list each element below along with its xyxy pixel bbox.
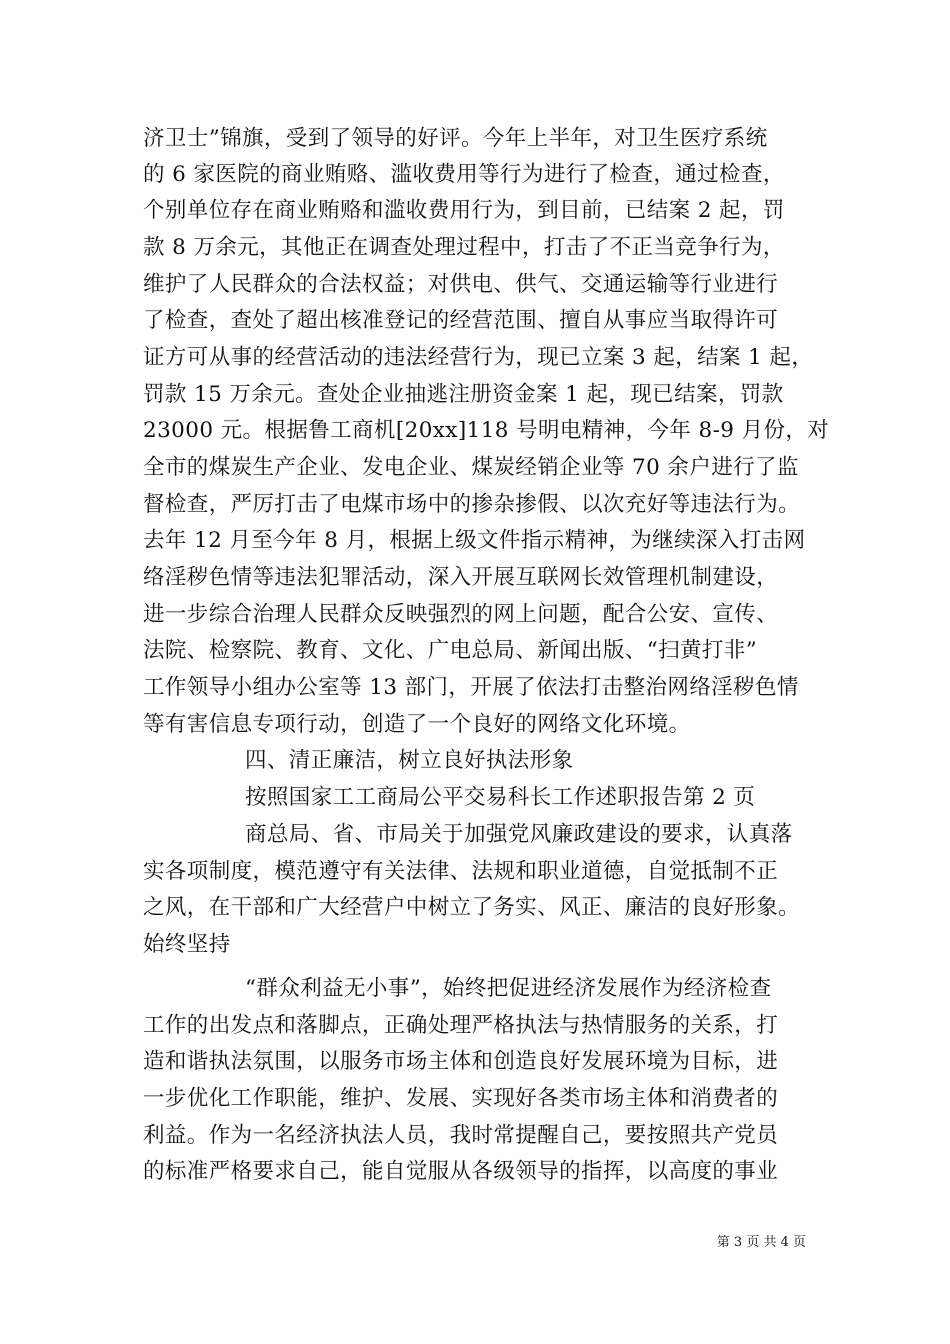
text-line: 的标准严格要求自己，能自觉服从各级领导的指挥，以高度的事业 — [143, 1159, 779, 1184]
text-line: 一步优化工作职能，维护、发展、实现好各类市场主体和消费者的 — [143, 1086, 779, 1111]
text-line: 款 8 万余元，其他正在调查处理过程中，打击了不正当竞争行为， — [143, 235, 785, 260]
text-line: 进一步综合治理人民群众反映强烈的网上问题，配合公安、宣传、 — [143, 602, 779, 627]
text-line: 工作领导小组办公室等 13 部门，开展了依法打击整治网络淫秽色情 — [143, 675, 799, 700]
page-break-text: 按照国家工工商局公平交易科长工作述职报告第 2 页 — [245, 785, 756, 810]
text-line: 络淫秽色情等违法犯罪活动，深入开展互联网长效管理机制建设， — [143, 565, 779, 590]
text-line: 始终坚持 — [143, 932, 231, 957]
text-line: 法院、检察院、教育、文化、广电总局、新闻出版、“扫黄打非” — [143, 638, 758, 663]
text-line: 个别单位存在商业贿赂和滥收费用行为，到目前，已结案 2 起，罚 — [143, 198, 785, 223]
text-line: 罚款 15 万余元。查处企业抽逃注册资金案 1 起，现已结案，罚款 — [143, 382, 784, 407]
text-line: 造和谐执法氛围，以服务市场主体和创造良好发展环境为目标，进 — [143, 1049, 779, 1074]
text-line: 利益。作为一名经济执法人员，我时常提醒自己，要按照共产党员 — [143, 1123, 779, 1148]
text-line: 全市的煤炭生产企业、发电企业、煤炭经销企业等 70 余户进行了监 — [143, 455, 799, 480]
text-line: 的 6 家医院的商业贿赂、滥收费用等行为进行了检查，通过检查， — [143, 162, 785, 187]
page-number-footer: 第 3 页 共 4 页 — [716, 1235, 806, 1250]
text-line: “群众利益无小事”，始终把促进经济发展作为经济检查 — [245, 976, 772, 1001]
text-line: 济卫士”锦旗，受到了领导的好评。今年上半年，对卫生医疗系统 — [143, 126, 768, 151]
text-line: 了检查，查处了超出核准登记的经营范围、擅自从事应当取得许可 — [143, 308, 779, 333]
text-line: 等有害信息专项行动，创造了一个良好的网络文化环境。 — [143, 712, 691, 737]
text-line: 实各项制度，模范遵守有关法律、法规和职业道德，自觉抵制不正 — [143, 859, 779, 884]
text-line: 督检查，严厉打击了电煤市场中的掺杂掺假、以次充好等违法行为。 — [143, 492, 801, 517]
text-line: 23000 元。根据鲁工商机[20xx]118 号明电精神，今年 8-9 月份，对 — [143, 418, 830, 443]
text-line: 之风，在干部和广大经营户中树立了务实、风正、廉洁的良好形象。 — [143, 895, 801, 920]
section-heading: 四、清正廉洁，树立良好执法形象 — [245, 748, 574, 773]
text-line: 维护了人民群众的合法权益；对供电、供气、交通运输等行业进行 — [143, 272, 779, 297]
text-line: 工作的出发点和落脚点，正确处理严格执法与热情服务的关系，打 — [143, 1013, 779, 1038]
text-line: 证方可从事的经营活动的违法经营行为，现已立案 3 起，结案 1 起， — [143, 345, 814, 370]
text-line: 商总局、省、市局关于加强党风廉政建设的要求，认真落 — [245, 822, 793, 847]
text-line: 去年 12 月至今年 8 月，根据上级文件指示精神，为继续深入打击网 — [143, 528, 806, 553]
